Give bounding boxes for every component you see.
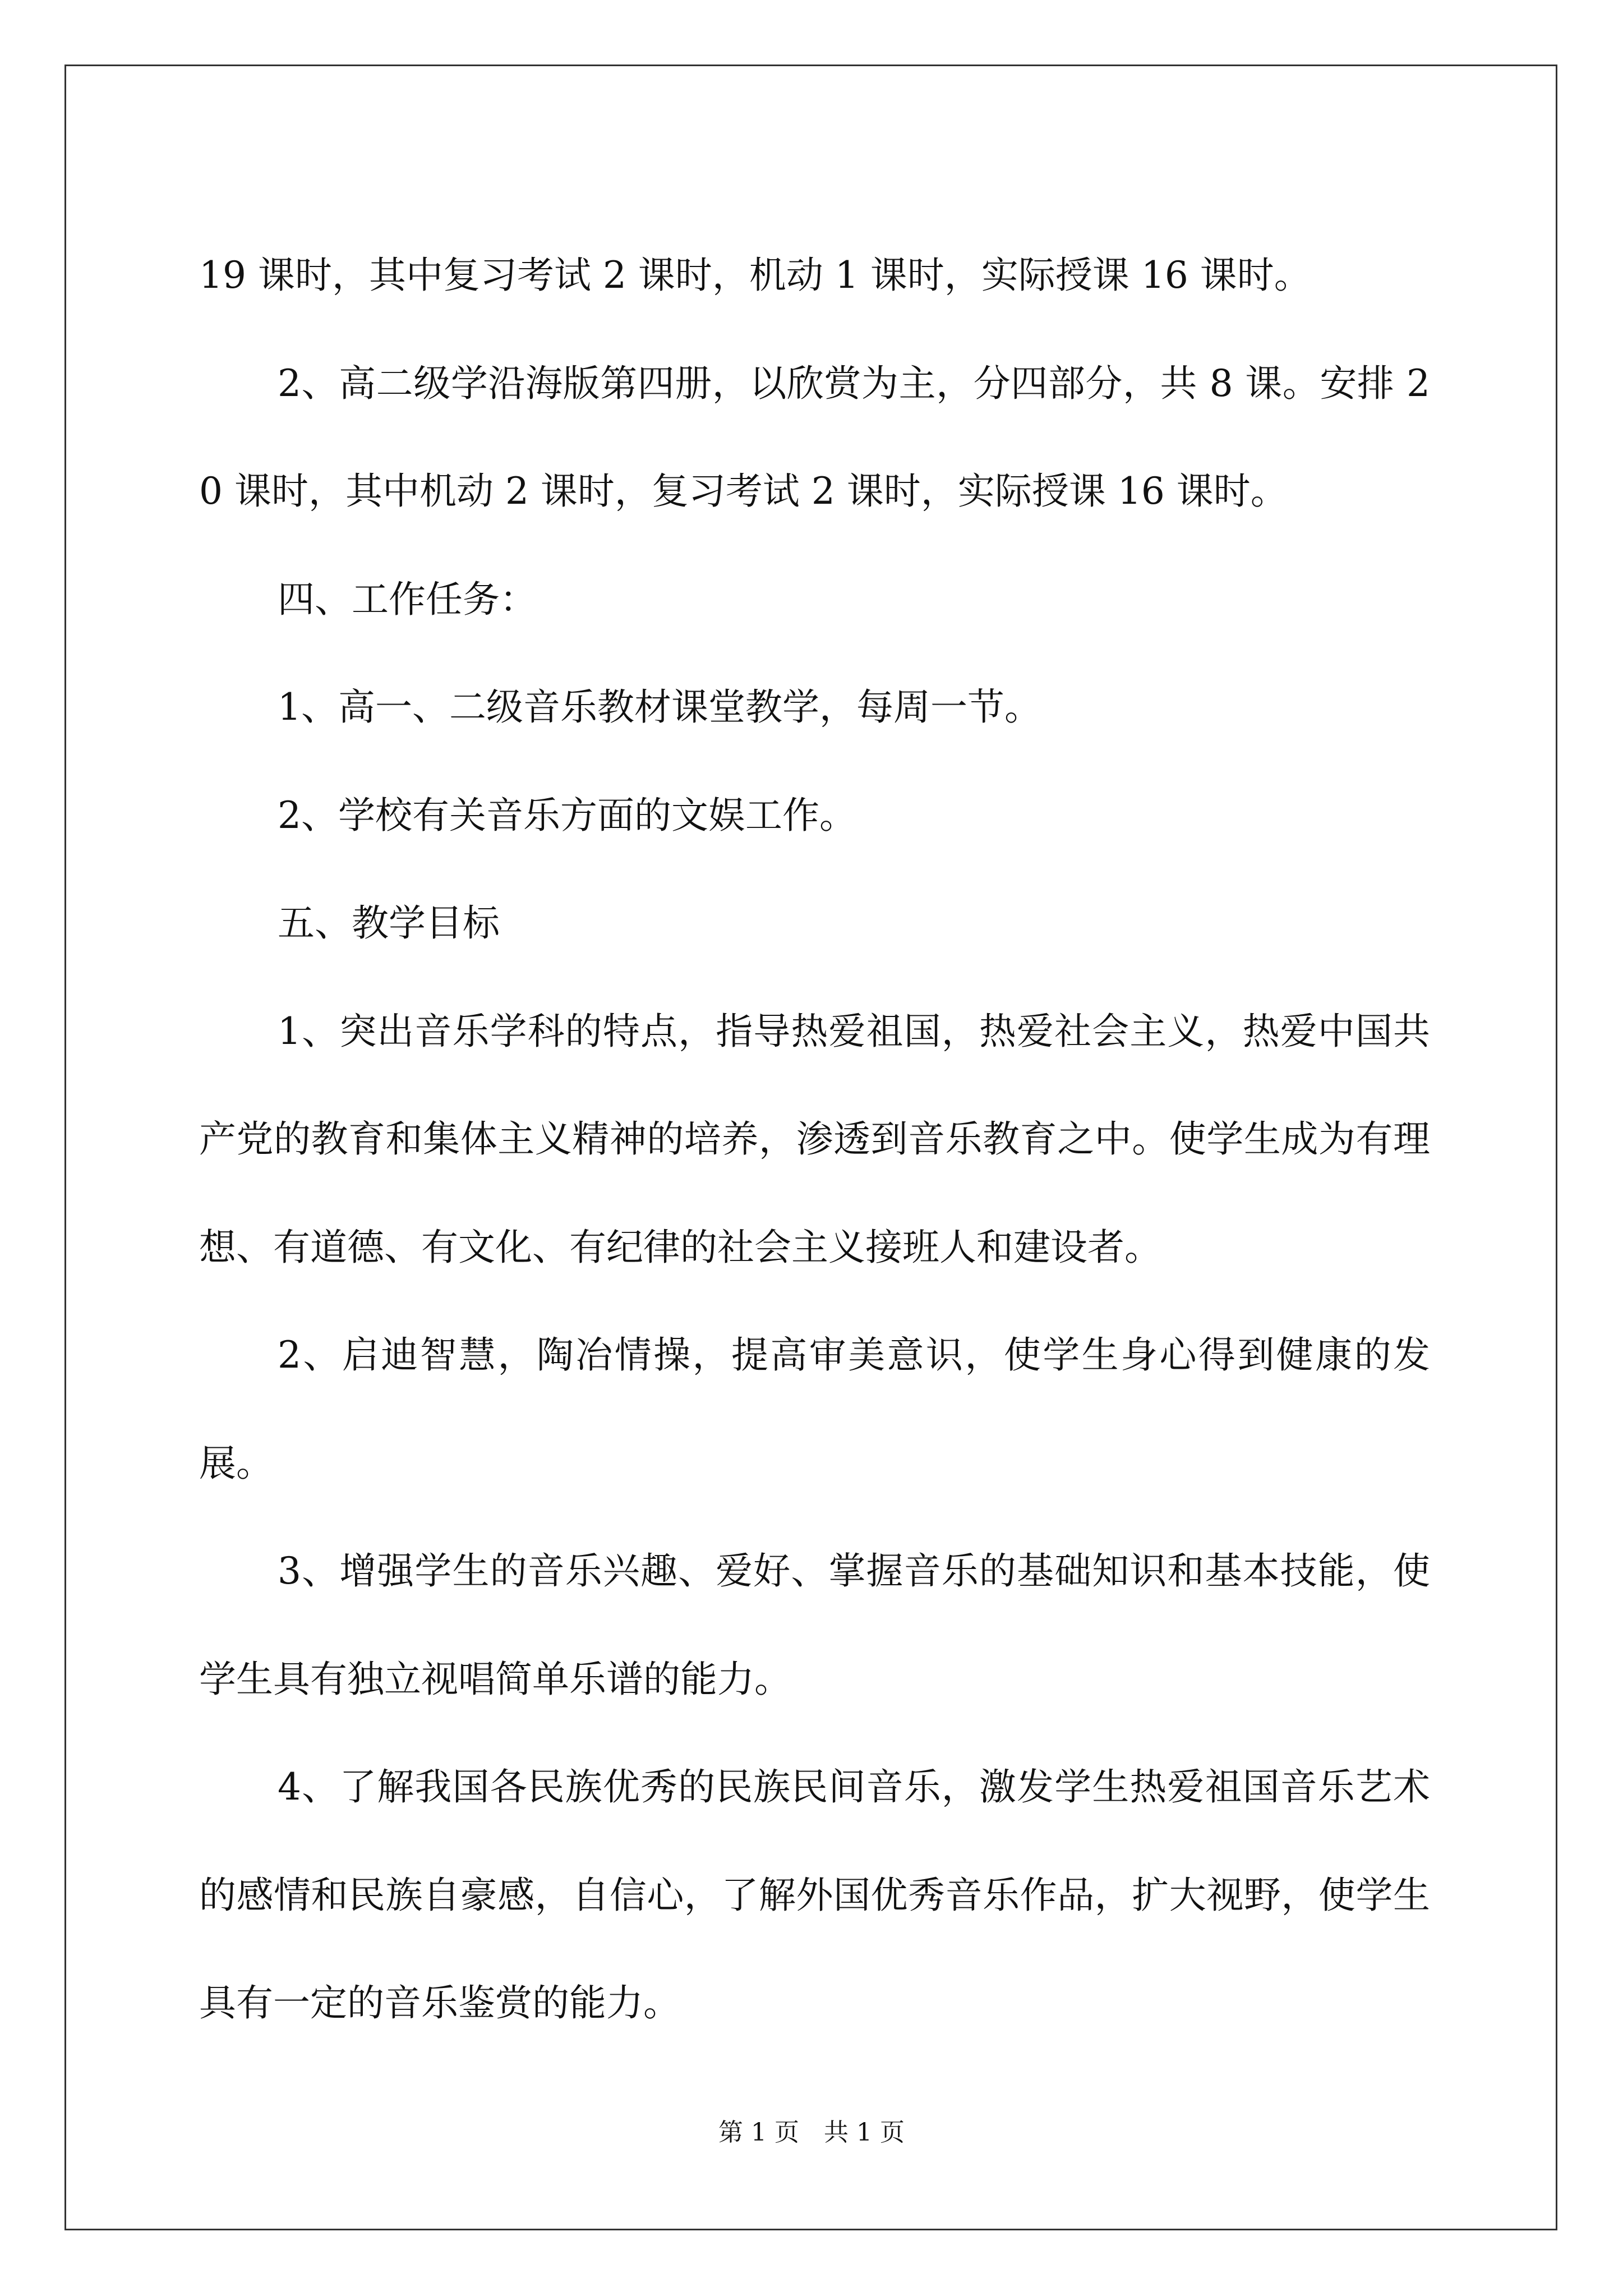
paragraph-10: 4、了解我国各民族优秀的民族民间音乐，激发学生热爱祖国音乐艺术的感情和民族自豪感，自信心，了解外国优秀音乐作品，扩大视野，使学生具有一定的音乐鉴赏的能力。 xyxy=(199,1765,1430,2024)
paragraph-9: 3、增强学生的音乐兴趣、爱好、掌握音乐的基础知识和基本技能，使学生具有独立视唱简单乐谱的能力。 xyxy=(199,1549,1430,1701)
paragraph-5: 2、学校有关音乐方面的文娱工作。 xyxy=(278,793,856,837)
page-number-footer: 第 1 页 共 1 页 xyxy=(718,2118,905,2147)
paragraph-2: 2、高二级学沿海版第四册，以欣赏为主，分四部分，共 8 课。安排 20 课时，其中机动 2 课时，复习考试 2 课时，实际授课 16 课时。 xyxy=(199,361,1430,513)
paragraph-4: 1、高一、二级音乐教材课堂教学，每周一节。 xyxy=(278,685,1041,729)
section-heading-5: 五、教学目标 xyxy=(278,901,500,945)
section-heading-4: 四、工作任务： xyxy=(278,577,537,621)
paragraph-8: 2、启迪智慧，陶冶情操，提高审美意识，使学生身心得到健康的发展。 xyxy=(199,1333,1430,1485)
paragraph-7: 1、突出音乐学科的特点，指导热爱祖国，热爱社会主义，热爱中国共产党的教育和集体主义精神的培养，渗透到音乐教育之中。使学生成为有理想、有道德、有文化、有纪律的社会主义接班人和建设者。 xyxy=(199,1009,1430,1269)
paragraph-1: 19 课时，其中复习考试 2 课时，机动 1 课时，实际授课 16 课时。 xyxy=(199,254,1311,297)
document-body xyxy=(199,222,1430,2058)
